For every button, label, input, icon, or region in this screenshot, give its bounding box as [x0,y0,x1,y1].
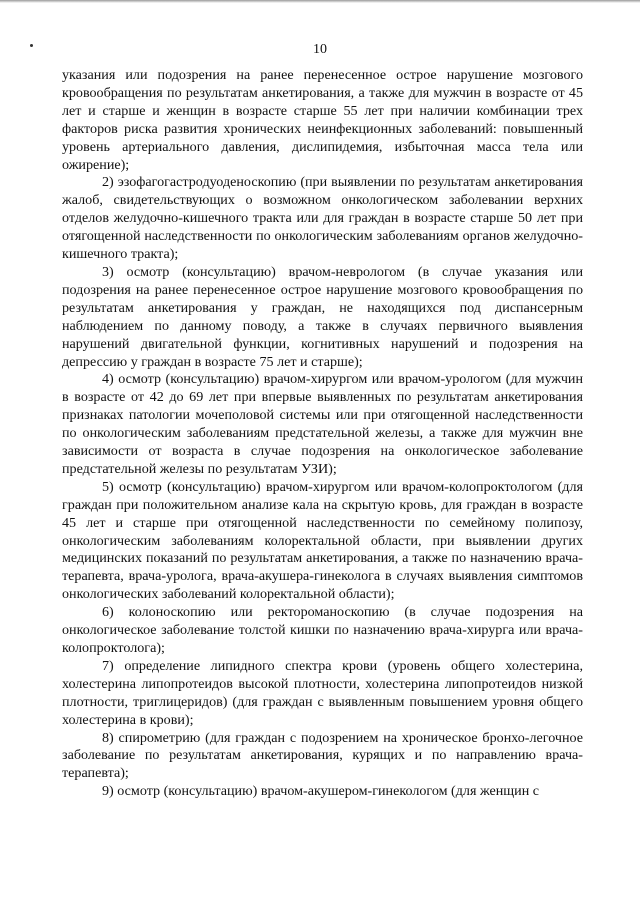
document-body [62,67,583,801]
list-item-8: 8) спирометрию (для граждан с подозрением на хроническое бронхо-легочное заболевание по результатам анкетирования, курящих и по направлению врача-терапевта); [62,729,583,782]
list-item-3: 3) осмотр (консультацию) врачом-неврологом (в случае указания или подозрения на ранее перенесенное острое нарушение мозгового кровообращения по результатам анкетирования у граждан, не находящихся под диспансерным наблюдением по данному поводу, а также в случаях первичного выявления нарушений двигательной функции, когнитивных нарушений и подозрения на депрессию у граждан в возрасте 75 лет и старше); [62,263,583,370]
scan-edge [0,0,640,3]
page-number: 10 [313,42,327,57]
list-item-7: 7) определение липидного спектра крови (уровень общего холестерина, холестерина липопротеидов высокой плотности, холестерина липопротеидов низкой плотности, триглицеридов) (для граждан с выявленным повышением уровня общего холестерина в крови); [62,657,583,728]
list-item-4: 4) осмотр (консультацию) врачом-хирургом или врачом-урологом (для мужчин в возрасте от 42 до 69 лет при впервые выявленных по результатам анкетирования признаках патологии мочеполовой системы или при отягощенной наследственности по онкологическим заболеваниям предстательной железы, а также для мужчин вне зависимости от возраста в случае подозрения на онкологическое заболевание предстательной железы по результатам УЗИ); [62,371,583,477]
list-item-2: 2) эзофагогастродуоденоскопию (при выявлении по результатам анкетирования жалоб, свидетельствующих о возможном онкологическом заболевании верхних отделов желудочно-кишечного тракта или для граждан в возрасте старше 50 лет при отягощенной наследственности по онкологическим заболеваниям органов желудочно-кишечного тракта); [62,174,583,263]
list-item-5: 5) осмотр (консультацию) врачом-хирургом или врачом-колопроктологом (для граждан при положительном анализе кала на скрытую кровь, для граждан в возрасте 45 лет и старше при отягощенной наследственности по семейному полипозу, онкологическим заболеваниям колоректальной области, при выявлении других медицинских показаний по результатам анкетирования, а также по назначению врача-терапевта, врача-уролога, врача-акушера-гинеколога в случаях выявления симптомов онкологических заболеваний колоректальной области); [62,478,583,603]
list-item-6: 6) колоноскопию или ректороманоскопию (в случае подозрения на онкологическое заболевание толстой кишки по назначению врача-хирурга или врача-колопроктолога); [62,604,583,656]
list-item-9: 9) осмотр (консультацию) врачом-акушером-гинекологом (для женщин с [102,783,540,800]
paragraph-continuation: указания или подозрения на ранее перенесенное острое нарушение мозгового кровообращения по результатам анкетирования, а также для мужчин в возрасте от 45 лет и старше и женщин в возрасте старше 55 лет при наличии комбинации трех факторов риска развития хронических неинфекционных заболеваний: повышенный уровень артериального давления, дислипидемия, избыточная масса тела или ожирение); [62,67,583,173]
